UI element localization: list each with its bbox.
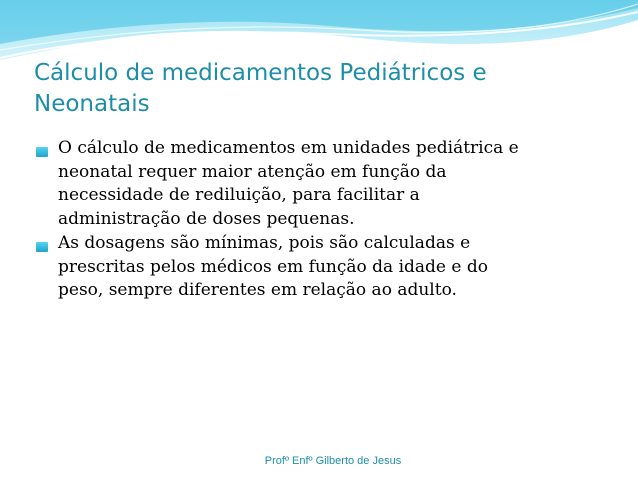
- square-bullet-icon: [36, 147, 48, 157]
- bullet-text-line: O cálculo de medicamentos em unidades pediátrica e: [58, 138, 519, 158]
- slide-title: [34, 58, 624, 120]
- title-line: Neonatais: [34, 91, 150, 117]
- bullet-text-line: peso, sempre diferentes em relação ao adulto.: [58, 280, 457, 300]
- square-bullet-icon: [36, 242, 48, 252]
- bullet-item: [36, 232, 616, 303]
- bullet-text-line: neonatal requer maior atenção em função da: [58, 161, 447, 182]
- bullet-text-line: As dosagens são mínimas, pois são calculadas e: [58, 233, 471, 253]
- bullet-text-line: prescritas pelos médicos em função da idade e do: [58, 256, 488, 277]
- top-wave-decoration: [0, 0, 638, 62]
- title-line: Cálculo de medicamentos Pediátricos e: [34, 60, 487, 86]
- bullet-text-line: administração de doses pequenas.: [58, 208, 355, 229]
- bullet-list: [36, 137, 616, 304]
- bullet-text-line: necessidade de rediluição, para facilitar a: [58, 185, 420, 205]
- footer-author: Profº Enfº Gilberto de Jesus: [264, 455, 402, 467]
- bullet-item: [36, 137, 616, 231]
